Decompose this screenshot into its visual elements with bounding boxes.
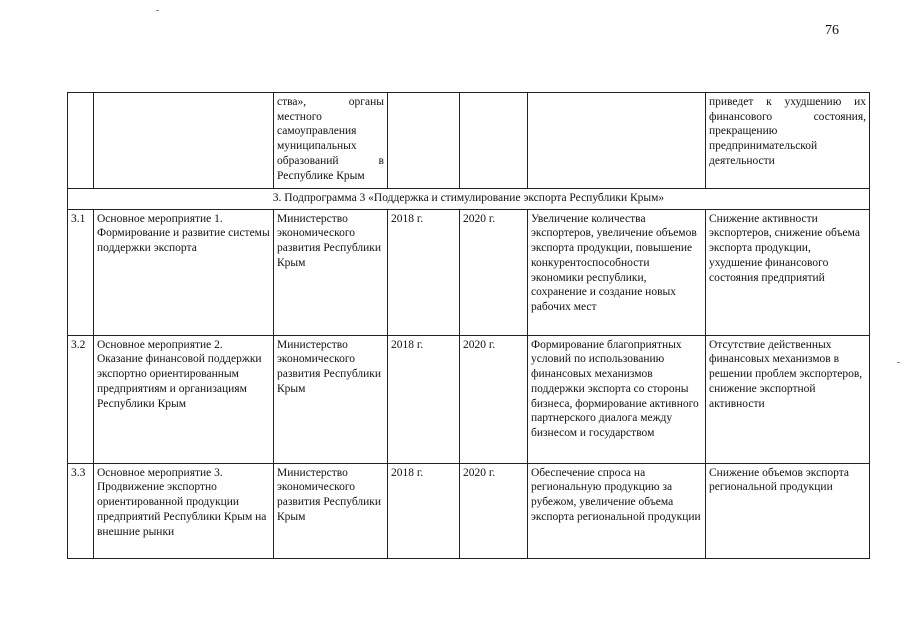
- consequence: Снижение объемов экспорта региональной продукции: [706, 463, 870, 558]
- table-row: [68, 463, 870, 558]
- start-year: 2018 г.: [388, 335, 460, 463]
- row-number: 3.3: [68, 463, 94, 558]
- end-year: 2020 г.: [460, 463, 528, 558]
- consequence: приведет к ухудшению их финансового состояния, прекращению предпринимательской деятельности: [706, 93, 870, 189]
- event-name: Основное мероприятие 1. Формирование и развитие системы поддержки экспорта: [94, 209, 274, 335]
- table-row: [68, 335, 870, 463]
- end-year: [460, 93, 528, 189]
- start-year: 2018 г.: [388, 463, 460, 558]
- consequence: Снижение активности экспортеров, снижение объема экспорта продукции, ухудшение финансового состояния предприятий: [706, 209, 870, 335]
- section-title: 3. Подпрограмма 3 «Поддержка и стимулирование экспорта Республики Крым»: [68, 189, 870, 210]
- event-name: Основное мероприятие 3. Продвижение экспортно ориентированной продукции предприятий Республики Крым на внешние рынки: [94, 463, 274, 558]
- end-year: 2020 г.: [460, 209, 528, 335]
- table-row: [68, 209, 870, 335]
- expected-result: Увеличение количества экспортеров, увеличение объемов экспорта продукции, повышение конкурентоспособности экономики республики, сохранение и создание новых рабочих мест: [528, 209, 706, 335]
- row-number: [68, 93, 94, 189]
- executor: Министерство экономического развития Республики Крым: [274, 335, 388, 463]
- executor: Министерство экономического развития Республики Крым: [274, 463, 388, 558]
- row-number: 3.1: [68, 209, 94, 335]
- page-number: 76: [825, 23, 839, 38]
- scan-mark: [897, 362, 900, 363]
- end-year: 2020 г.: [460, 335, 528, 463]
- expected-result: [528, 93, 706, 189]
- expected-result: Формирование благоприятных условий по использованию финансовых механизмов поддержки экспорта со стороны бизнеса, формирование активного партнерского диалога между бизнесом и государством: [528, 335, 706, 463]
- row-number: 3.2: [68, 335, 94, 463]
- event-name: Основное мероприятие 2. Оказание финансовой поддержки экспортно ориентированным предприятиям и организациям Республики Крым: [94, 335, 274, 463]
- start-year: 2018 г.: [388, 209, 460, 335]
- expected-result: Обеспечение спроса на региональную продукцию за рубежом, увеличение объема экспорта региональной продукции: [528, 463, 706, 558]
- scan-mark: [156, 10, 159, 11]
- measures-table: [67, 92, 870, 559]
- executor: Министерство экономического развития Республики Крым: [274, 209, 388, 335]
- consequence: Отсутствие действенных финансовых механизмов в решении проблем экспортеров, снижение экспортной активности: [706, 335, 870, 463]
- table-row: [68, 93, 870, 189]
- section-row: [68, 189, 870, 210]
- event-name: [94, 93, 274, 189]
- executor: ства», органы местного самоуправления муниципальных образований в Республике Крым: [274, 93, 388, 189]
- start-year: [388, 93, 460, 189]
